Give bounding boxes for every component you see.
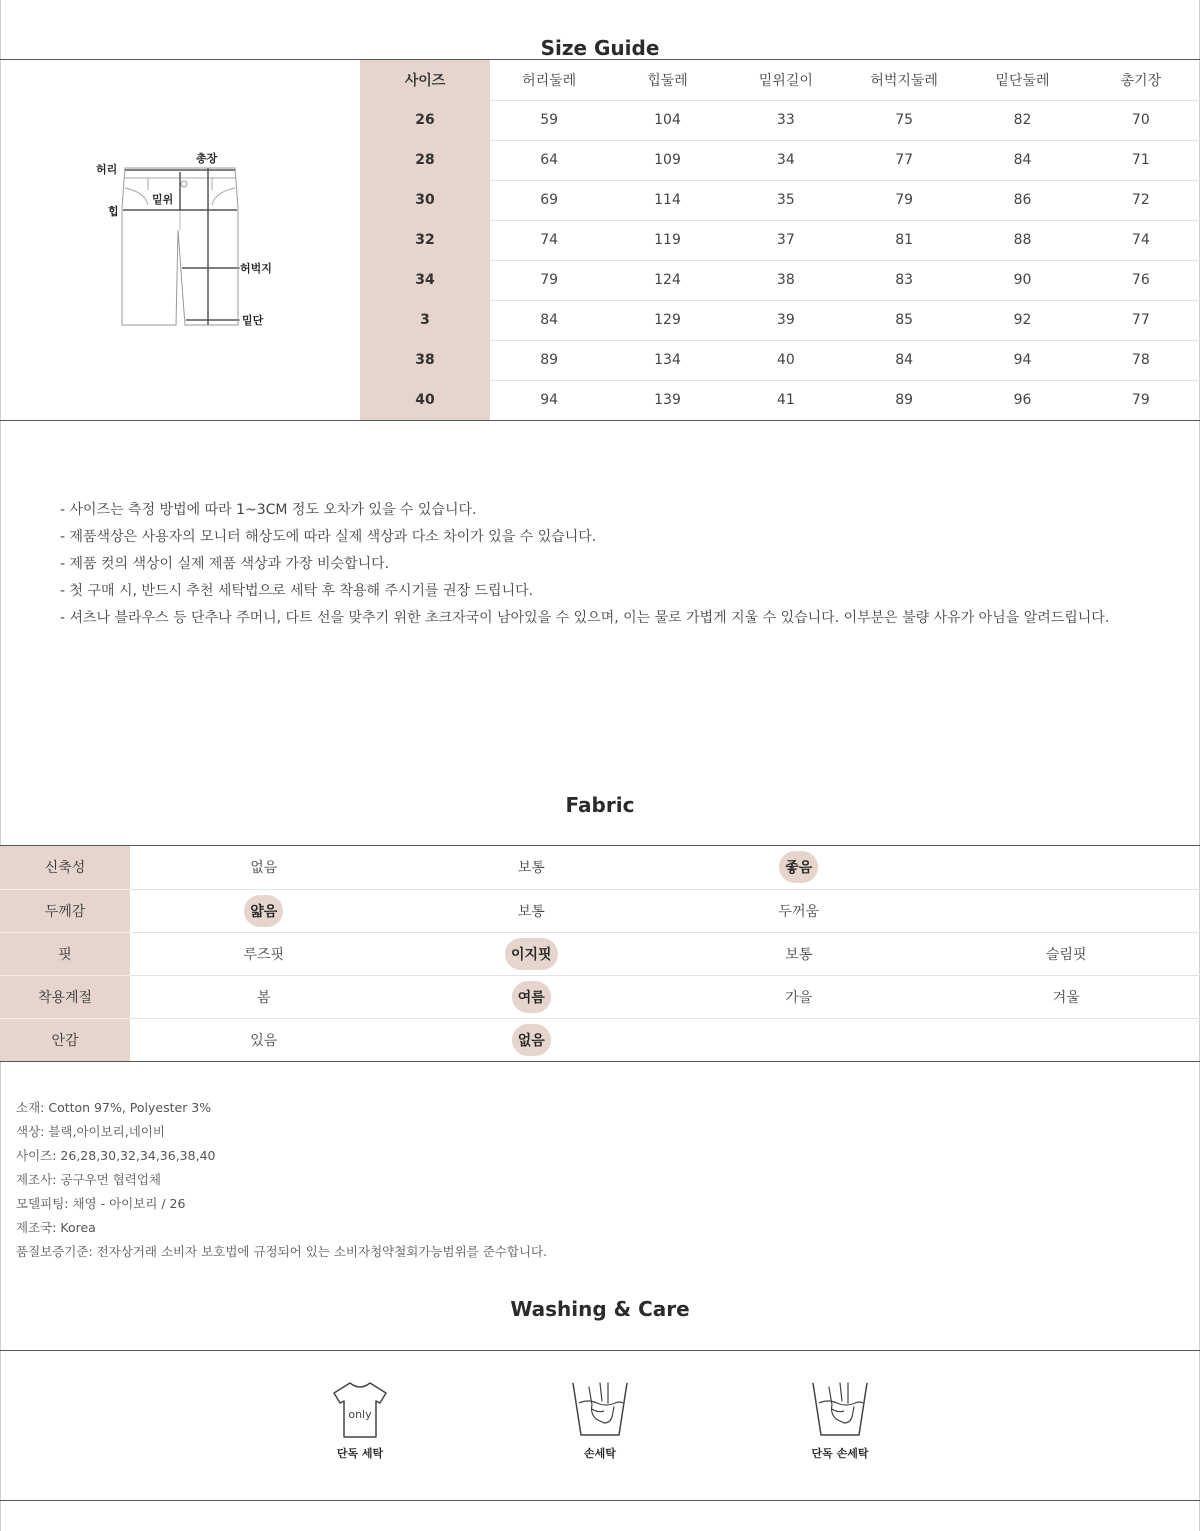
measurement-cell: 85 [845, 300, 963, 340]
fabric-option: 보통 [517, 903, 545, 920]
product-info [16, 1096, 547, 1264]
size-notes [60, 497, 1109, 632]
fabric-option-cell [933, 889, 1200, 932]
measurement-cell: 75 [845, 100, 963, 140]
measurement-cell: 84 [963, 140, 1081, 180]
measurement-cell: 72 [1082, 180, 1200, 220]
fabric-row [0, 889, 1200, 932]
measurement-cell: 89 [490, 340, 608, 380]
fabric-option-cell [398, 846, 666, 889]
measurement-cell: 59 [490, 100, 608, 140]
measurement-cell: 77 [845, 140, 963, 180]
tshirt-only-icon [330, 1379, 390, 1441]
measurement-cell: 129 [608, 300, 726, 340]
fabric-option: 가을 [785, 989, 813, 1006]
fabric-option-selected: 여름 [512, 981, 551, 1013]
measurement-cell: 40 [727, 340, 845, 380]
fabric-table-body [0, 846, 1200, 1061]
info-manufacturer: 제조사: 공구우먼 협력업체 [16, 1172, 161, 1187]
measurement-cell: 70 [1082, 100, 1200, 140]
fabric-option-cell [665, 889, 933, 932]
fabric-section [0, 845, 1200, 1062]
measurement-cell: 109 [608, 140, 726, 180]
fabric-option-cell [933, 1018, 1200, 1061]
measurement-cell: 94 [963, 340, 1081, 380]
fabric-option-cell [933, 846, 1200, 889]
size-table-row [360, 100, 1200, 140]
fabric-row [0, 975, 1200, 1018]
note-line: - 셔츠나 블라우스 등 단추나 주머니, 다트 선을 맞추기 위한 초크자국이 남아있을 수 있으며, 이는 물로 가볍게 지울 수 있습니다. 이부분은 불량 사유가 아님을 알려드립니다. [60, 610, 1110, 626]
size-table-row [360, 140, 1200, 180]
fabric-option-cell [933, 975, 1200, 1018]
size-cell: 30 [360, 180, 490, 220]
wash-item-solo-hand [780, 1379, 900, 1461]
measurement-cell: 114 [608, 180, 726, 220]
measurement-cell: 38 [727, 260, 845, 300]
note-line: - 제품 컷의 색상이 실제 제품 색상과 가장 비슷합니다. [60, 556, 390, 572]
fabric-attribute-label: 안감 [0, 1018, 130, 1061]
fabric-attribute-label: 신축성 [0, 846, 130, 889]
measurement-cell: 78 [1082, 340, 1200, 380]
size-guide-section [0, 59, 1200, 421]
size-table-body [360, 100, 1200, 420]
measurement-cell: 139 [654, 392, 681, 409]
info-model-fitting: 모델피팅: 채영 - 아이보리 / 26 [16, 1196, 186, 1211]
size-cell: 28 [360, 140, 490, 180]
info-material: 소재: Cotton 97%, Polyester 3% [16, 1100, 212, 1115]
fabric-option: 있음 [250, 1032, 278, 1049]
fabric-option-selected: 좋음 [779, 851, 818, 883]
fabric-option-selected: 없음 [512, 1024, 551, 1056]
fabric-table [0, 846, 1200, 1061]
size-table-header: 사이즈 [360, 60, 490, 100]
wash-item-hand [540, 1379, 660, 1461]
note-line: - 제품색상은 사용자의 모니터 해상도에 따라 실제 색상과 다소 차이가 있을 수 있습니다. [60, 529, 597, 545]
measurement-cell: 88 [963, 220, 1081, 260]
measurement-cell: 79 [490, 260, 608, 300]
size-cell: 26 [360, 100, 490, 140]
size-table-row [360, 260, 1200, 300]
fabric-option-cell [665, 1018, 933, 1061]
size-table-header: 밑단둘레 [963, 60, 1081, 100]
measurement-cell: 83 [845, 260, 963, 300]
fabric-option-cell [398, 975, 666, 1018]
measurement-cell: 134 [608, 340, 726, 380]
measurement-cell: 41 [776, 392, 795, 409]
size-table-header: 총기장 [1082, 60, 1200, 100]
fabric-option-selected: 이지핏 [505, 938, 558, 970]
size-table-header-row [360, 60, 1200, 100]
diagram-label-waist: 허리 [96, 163, 118, 176]
diagram-label-total: 총장 [196, 152, 218, 165]
measurement-cell: 82 [963, 100, 1081, 140]
fabric-option-cell [130, 932, 398, 975]
measurement-cell: 84 [845, 340, 963, 380]
size-table-header: 허벅지둘레 [845, 60, 963, 100]
size-table-header: 밑위길이 [727, 60, 845, 100]
hand-wash-icon [810, 1379, 870, 1441]
size-table-header: 힙둘레 [608, 60, 726, 100]
wash-label: 손세탁 [584, 1447, 616, 1460]
measurement-cell: 92 [963, 300, 1081, 340]
info-colors: 색상: 블랙,아이보리,네이비 [16, 1124, 165, 1139]
only-badge: only [348, 1408, 372, 1421]
fabric-option: 봄 [256, 989, 271, 1006]
measurement-cell: 84 [490, 300, 608, 340]
hand-wash-icon [570, 1379, 630, 1441]
fabric-option-cell [130, 846, 398, 889]
pants-illustration [90, 150, 290, 340]
measurement-cell: 119 [608, 220, 726, 260]
fabric-option: 슬림핏 [1045, 946, 1087, 963]
size-cell: 32 [360, 220, 490, 260]
fabric-title: Fabric [565, 793, 635, 817]
washing-care-title: Washing & Care [510, 1297, 690, 1321]
fabric-option-cell [398, 889, 666, 932]
measurement-cell: 76 [1082, 260, 1200, 300]
fabric-attribute-label: 핏 [0, 932, 130, 975]
wash-label: 단독 손세탁 [811, 1447, 869, 1460]
size-cell: 3 [360, 300, 490, 340]
measurement-cell: 74 [490, 220, 608, 260]
measurement-cell: 94 [540, 392, 559, 409]
measurement-cell: 79 [845, 180, 963, 220]
diagram-label-rise: 밑위 [152, 193, 174, 206]
washing-care-section [0, 1350, 1200, 1501]
size-table-row [360, 220, 1200, 260]
size-table-row [360, 340, 1200, 380]
measurement-cell: 35 [727, 180, 845, 220]
fabric-option-cell [398, 1018, 666, 1061]
info-sizes: 사이즈: 26,28,30,32,34,36,38,40 [16, 1148, 216, 1163]
measurement-cell: 79 [1131, 392, 1150, 409]
measurement-cell: 37 [727, 220, 845, 260]
diagram-label-thigh: 허벅지 [240, 262, 272, 275]
measurement-cell: 124 [608, 260, 726, 300]
wash-label: 단독 세탁 [336, 1447, 384, 1460]
fabric-option-cell [130, 1018, 398, 1061]
fabric-option-cell [665, 846, 933, 889]
fabric-attribute-label: 두께감 [0, 889, 130, 932]
diagram-label-hem: 밑단 [242, 314, 264, 327]
measurement-cell: 96 [1013, 392, 1032, 409]
measurement-cell: 39 [727, 300, 845, 340]
measurement-cell: 34 [727, 140, 845, 180]
fabric-option: 보통 [785, 946, 813, 963]
measurement-cell: 33 [727, 100, 845, 140]
size-table [360, 60, 1200, 420]
measurement-cell: 74 [1082, 220, 1200, 260]
pants-diagram [90, 150, 290, 340]
fabric-option-selected: 얇음 [244, 895, 283, 927]
fabric-option-cell [665, 932, 933, 975]
size-table-row [360, 180, 1200, 220]
fabric-option: 겨울 [1052, 989, 1080, 1006]
fabric-option-cell [933, 932, 1200, 975]
size-table-row [360, 300, 1200, 340]
size-table-header: 허리둘레 [490, 60, 608, 100]
fabric-row [0, 846, 1200, 889]
fabric-option-cell [130, 889, 398, 932]
wash-item-solo [300, 1379, 420, 1461]
measurement-cell: 77 [1082, 300, 1200, 340]
measurement-cell: 90 [963, 260, 1081, 300]
fabric-row [0, 1018, 1200, 1061]
measurement-cell: 86 [963, 180, 1081, 220]
fabric-option-cell [665, 975, 933, 1018]
fabric-option: 없음 [250, 860, 278, 877]
fabric-option-cell [398, 932, 666, 975]
measurement-cell: 64 [490, 140, 608, 180]
measurement-cell: 81 [845, 220, 963, 260]
size-cell: 34 [360, 260, 490, 300]
note-line: - 첫 구매 시, 반드시 추천 세탁법으로 세탁 후 착용해 주시기를 권장 드립니다. [60, 583, 534, 599]
diagram-label-hip: 힙 [108, 205, 119, 218]
measurement-cell: 104 [608, 100, 726, 140]
fabric-row [0, 932, 1200, 975]
fabric-attribute-label: 착용계절 [0, 975, 130, 1018]
fabric-option-cell [130, 975, 398, 1018]
measurement-cell: 71 [1082, 140, 1200, 180]
fabric-option: 루즈핏 [243, 946, 285, 963]
info-country: 제조국: Korea [16, 1220, 96, 1235]
note-line: - 사이즈는 측정 방법에 따라 1~3CM 정도 오차가 있을 수 있습니다. [60, 502, 477, 518]
size-cell: 40 [360, 380, 490, 420]
info-quality-guarantee: 품질보증기준: 전자상거래 소비자 보호법에 규정되어 있는 소비자청약철회가능범위를 준수합니다. [16, 1244, 548, 1259]
fabric-option: 두꺼움 [778, 903, 820, 920]
measurement-cell: 89 [895, 392, 914, 409]
measurement-cell: 69 [490, 180, 608, 220]
size-table-row [360, 380, 1200, 420]
size-cell: 38 [360, 340, 490, 380]
size-guide-title: Size Guide [540, 36, 660, 60]
fabric-option: 보통 [517, 860, 545, 877]
